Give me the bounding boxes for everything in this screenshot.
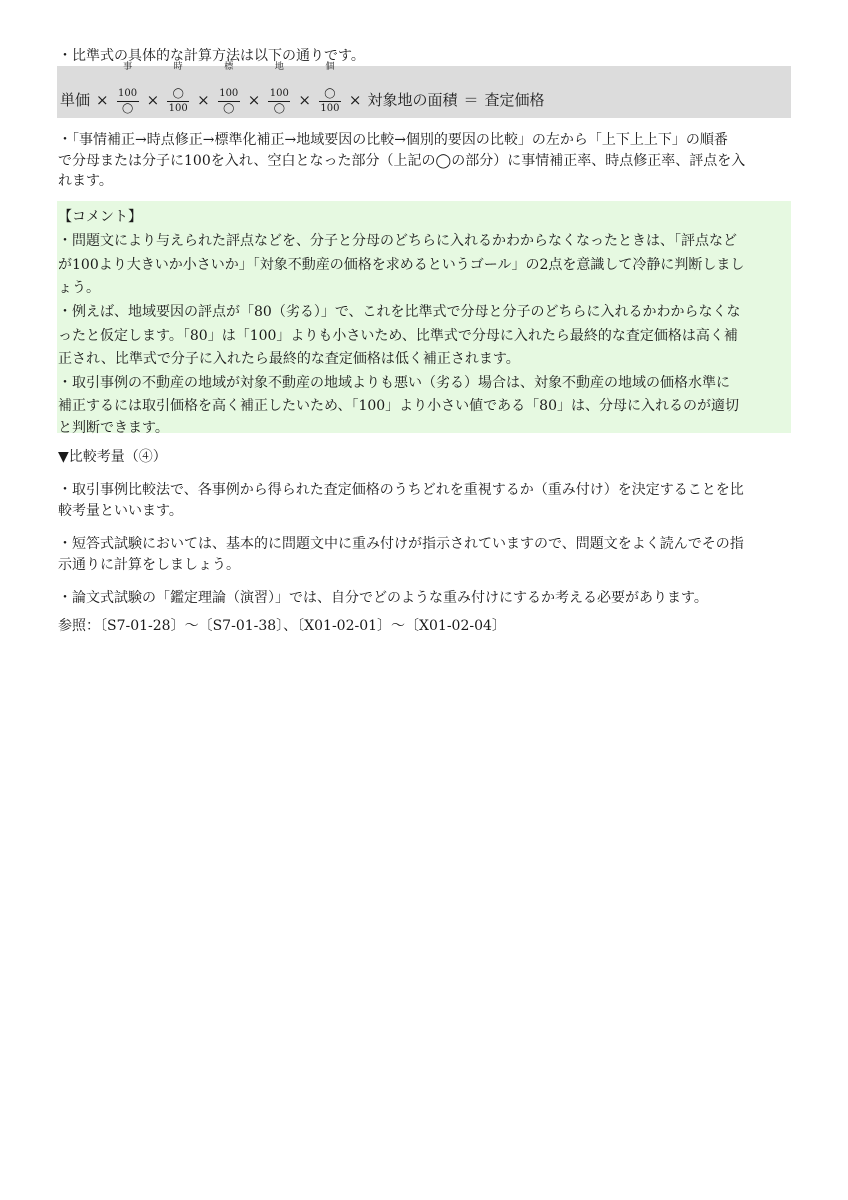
fraction-bar: [218, 101, 240, 102]
comment-heading: 【コメント】: [58, 209, 142, 225]
fraction-denominator: ◯: [121, 103, 134, 114]
explain-line: で分母または分子に100を入れ、空白となった部分（上記の◯の部分）に事情補正率、時点修正率、評点を入: [58, 153, 746, 169]
intro-text: ・比準式の具体的な計算方法は以下の通りです。: [58, 48, 365, 64]
section-text: ・短答式試験においては、基本的に問題文中に重み付けが指示されていますので、問題文をよく読んでその指: [58, 536, 744, 552]
fraction-chiiki: [266, 62, 292, 115]
comment-line: 補正するには取引価格を高く補正したいため、「100」より小さい値である「80」は、分母に入れるのが適切: [58, 398, 739, 414]
reference-text: 参照：〔S7-01-28〕～〔S7-01-38〕、〔X01-02-01〕～〔X01-02-04〕: [58, 618, 506, 634]
fraction-numerator: ◯: [172, 88, 184, 99]
section-text: 示通りに計算をしましょう。: [58, 557, 240, 573]
fraction-jiten: [165, 62, 191, 115]
times-sign: ×: [146, 91, 160, 109]
fraction-bar: [117, 101, 139, 102]
comment-box: [57, 201, 791, 436]
formula-tail: 対象地の面積: [367, 91, 458, 109]
formula-result: 査定価格: [484, 91, 545, 109]
section-text: ・論文式試験の「鑑定理論（演習）」では、自分でどのような重み付けにするか考える必要があります。: [58, 590, 708, 606]
times-sign: ×: [96, 91, 109, 109]
fraction-bar: [319, 101, 341, 102]
explain-line: れます。: [58, 173, 113, 189]
fraction-hyojun: [216, 62, 242, 115]
section-text: 較考量といいます。: [58, 503, 183, 519]
fraction-denominator: ◯: [223, 103, 235, 114]
fraction-label: 標: [224, 62, 234, 72]
comment-line: と判断できます。: [58, 420, 169, 436]
comment-line: 正され、比準式で分子に入れたら最終的な査定価格は低く補正されます。: [58, 351, 520, 367]
fraction-label: 事: [123, 62, 133, 72]
times-sign: ×: [197, 91, 210, 109]
fraction-label: 時: [173, 62, 183, 72]
fraction-jijo: [115, 62, 141, 115]
comment-line: ょう。: [58, 280, 100, 296]
comment-line: ・取引事例の不動産の地域が対象不動産の地域よりも悪い（劣る）場合は、対象不動産の地域の価格水準に: [58, 375, 730, 391]
comparison-formula: [60, 62, 545, 118]
comment-line: ったと仮定します。「80」は「100」よりも小さいため、比準式で分母に入れたら最終的な査定価格は高く補: [58, 328, 738, 344]
formula-lead: 単価: [60, 91, 91, 109]
explain-line: ・「事情補正→時点修正→標準化補正→地域要因の比較→個別的要因の比較」の左から「上下上上下」の順番: [58, 132, 728, 148]
fraction-numerator: 100: [219, 88, 239, 99]
formula-box: [57, 62, 791, 118]
fraction-denominator: 100: [168, 103, 188, 114]
times-sign: ×: [298, 91, 311, 109]
comment-line: が100より大きいか小さいか」「対象不動産の価格を求めるというゴール」の2点を意識して冷静に判断しまし: [58, 257, 745, 273]
times-sign: ×: [247, 91, 261, 109]
fraction-numerator: 100: [118, 88, 138, 99]
fraction-bar: [167, 101, 189, 102]
section-text: ・取引事例比較法で、各事例から得られた査定価格のうちどれを重視するか（重み付け）を決定することを比: [58, 482, 744, 498]
fraction-numerator: ◯: [324, 88, 336, 99]
fraction-denominator: ◯: [273, 103, 285, 114]
times-sign: ×: [348, 91, 362, 109]
section-heading: ▼比較考量（④）: [58, 449, 167, 465]
comment-line: ・例えば、地域要因の評点が「80（劣る）」で、これを比準式で分母と分子のどちらに入れるかわからなくな: [58, 304, 741, 320]
fraction-bar: [268, 101, 290, 102]
equals-sign: ＝: [463, 91, 479, 109]
comment-line: ・問題文により与えられた評点などを、分子と分母のどちらに入れるかわからなくなったときは、「評点など: [58, 233, 737, 249]
fraction-denominator: 100: [320, 103, 340, 114]
fraction-kobetsu: [317, 62, 343, 115]
fraction-label: 個: [325, 62, 335, 72]
fraction-label: 地: [274, 62, 284, 72]
fraction-numerator: 100: [269, 88, 289, 99]
